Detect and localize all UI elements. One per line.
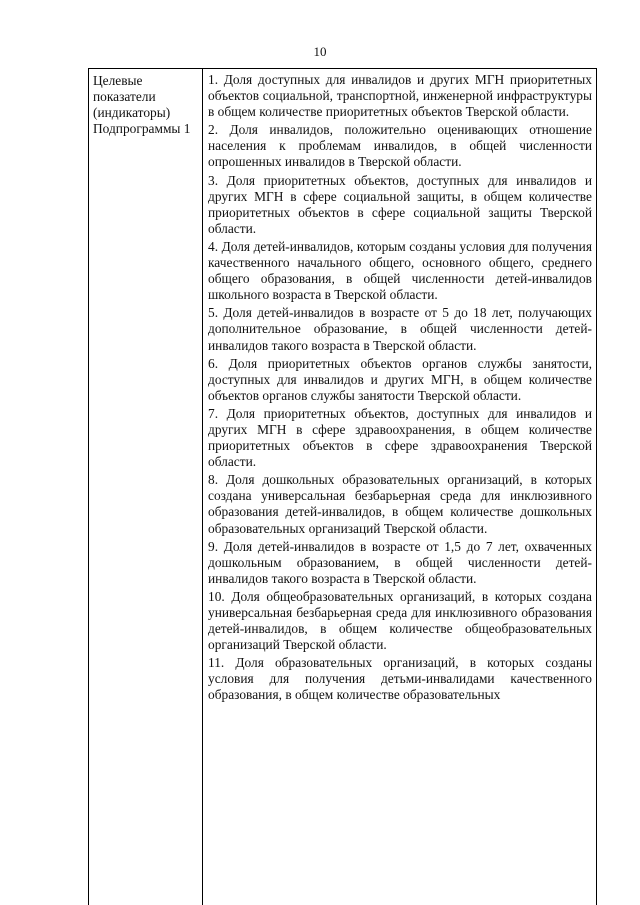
indicator-item: 4. Доля детей-инвалидов, которым созданы условия для получения качественного начального общего, основного общего, среднего общего образования, в общей численности детей-инвалидов школьного возраста в Тверской области. xyxy=(208,238,592,303)
row-label-line: показатели xyxy=(93,89,156,104)
indicator-item: 8. Доля дошкольных образовательных организаций, в которых создана универсальная безбарьерная среда для инклюзивного образования детей-инвалидов, в общем количестве дошкольных образовательных организаций Тверской области. xyxy=(208,472,592,536)
indicators-table xyxy=(88,68,597,905)
indicators-content-cell xyxy=(203,69,596,905)
page-number: 10 xyxy=(313,44,327,59)
row-label-cell xyxy=(89,69,203,905)
indicator-item: 11. Доля образовательных организаций, в которых созданы условия для получения детьми-инвалидами качественного образования, в общем количестве образовательных xyxy=(208,655,592,703)
indicator-item: 5. Доля детей-инвалидов в возрасте от 5 до 18 лет, получающих дополнительное образование, в общей численности детей-инвалидов такого возраста в Тверской области. xyxy=(208,305,592,353)
indicator-item: 1. Доля доступных для инвалидов и других МГН приоритетных объектов социальной, транспортной, инженерной инфраструктуры в общем количестве приоритетных объектов Тверской области. xyxy=(208,72,592,120)
indicator-item: 7. Доля приоритетных объектов, доступных для инвалидов и других МГН в сфере здравоохранения, в общем количестве приоритетных объектов в сфере здравоохранения Тверской области. xyxy=(208,405,592,470)
row-label-line: Подпрограммы 1 xyxy=(93,121,191,136)
row-label-line: Целевые xyxy=(93,73,143,88)
row-label-line: (индикаторы) xyxy=(93,105,171,120)
indicator-item: 9. Доля детей-инвалидов в возрасте от 1,5 до 7 лет, охваченных дошкольным образованием, в общей численности детей-инвалидов такого возраста в Тверской области. xyxy=(208,538,592,586)
indicator-item: 10. Доля общеобразовательных организаций, в которых создана универсальная безбарьерная среда для инклюзивного образования детей-инвалидов, в общем количестве общеобразовательных организаций Тверской области. xyxy=(208,588,592,653)
indicator-item: 2. Доля инвалидов, положительно оценивающих отношение населения к проблемам инвалидов, в общей численности опрошенных инвалидов в Тверской области. xyxy=(208,122,592,170)
indicator-item: 3. Доля приоритетных объектов, доступных для инвалидов и других МГН в сфере социальной защиты, в общем количестве приоритетных объектов в сфере социальной защиты Тверской области. xyxy=(208,172,592,236)
indicator-item: 6. Доля приоритетных объектов органов службы занятости, доступных для инвалидов и других МГН, в общем количестве объектов органов службы занятости Тверской области. xyxy=(208,355,592,403)
